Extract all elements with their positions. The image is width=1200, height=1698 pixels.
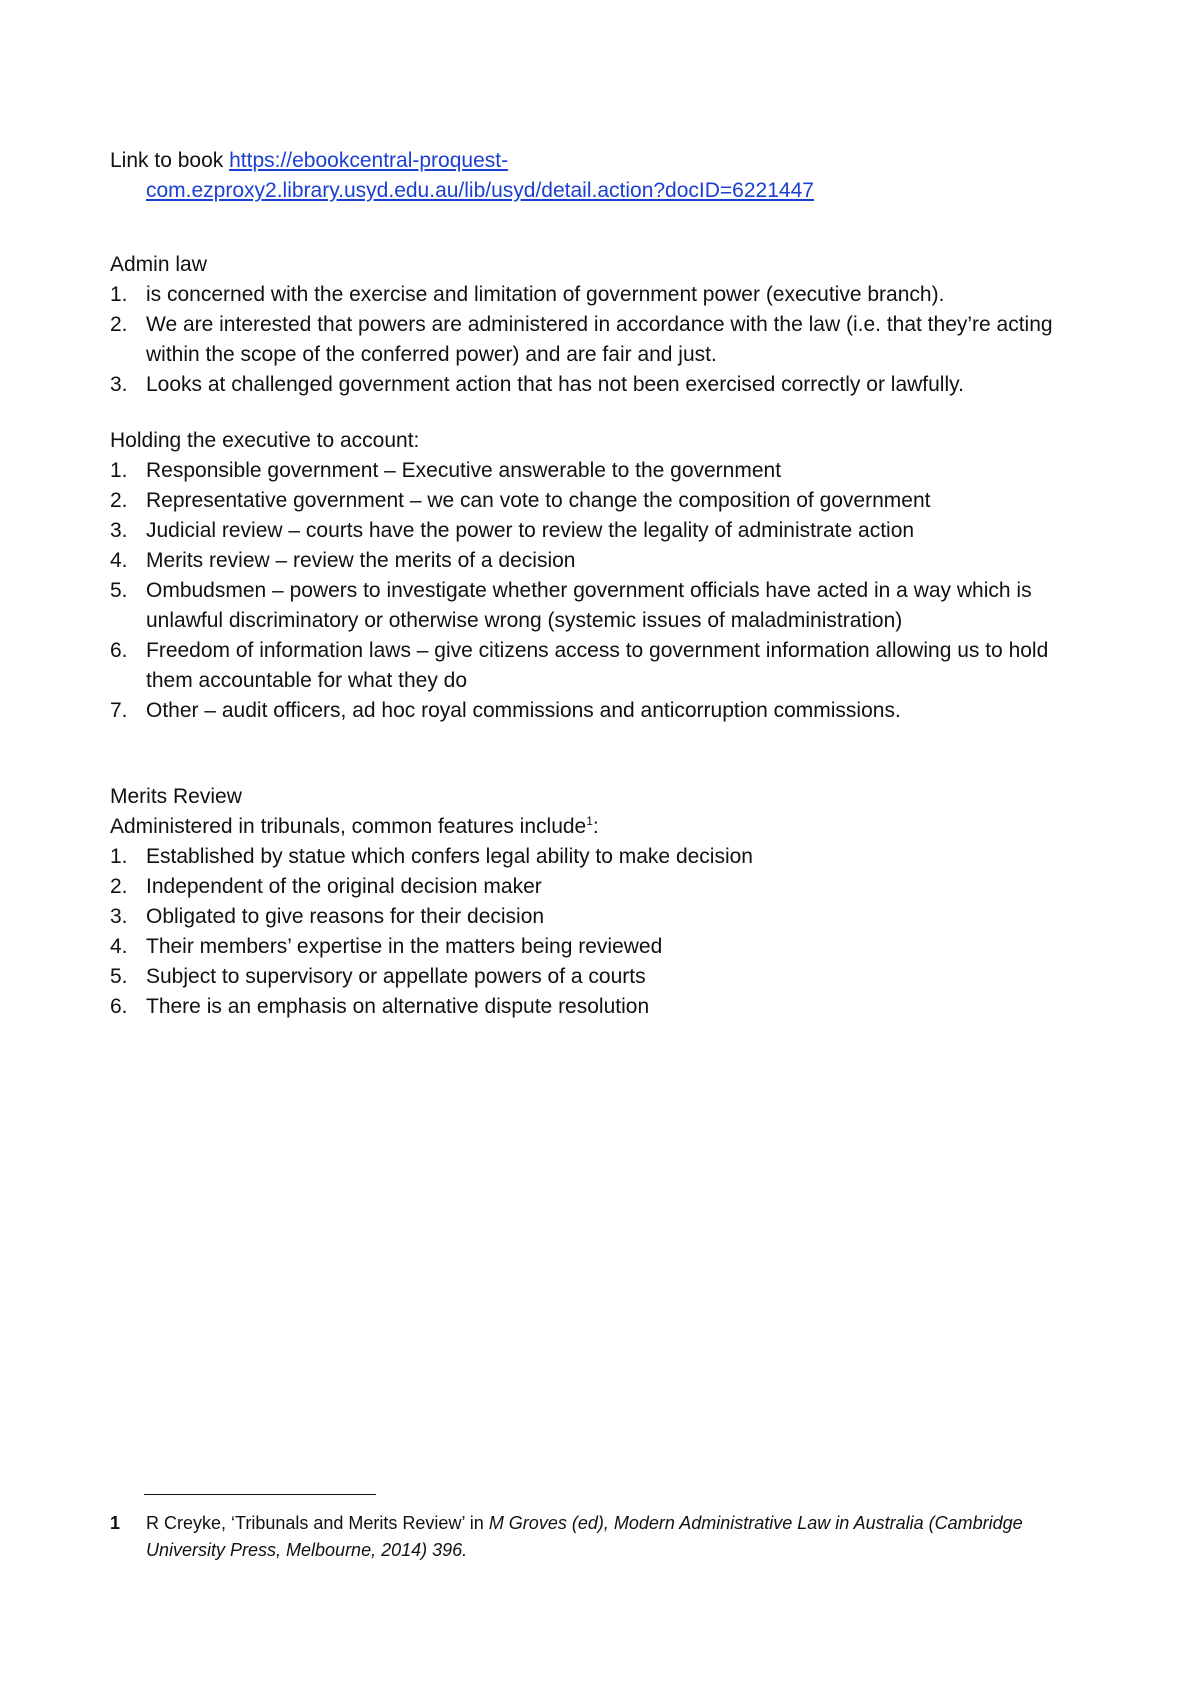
list-number: 2. bbox=[110, 875, 128, 898]
list-item bbox=[110, 486, 1090, 516]
list-item bbox=[110, 280, 1090, 310]
list-item bbox=[110, 636, 1090, 696]
list-item bbox=[110, 546, 1090, 576]
merits-intro-colon: : bbox=[592, 815, 599, 838]
list-number: 6. bbox=[110, 639, 128, 662]
document-body bbox=[110, 146, 1090, 1022]
list-item-text: Their members’ expertise in the matters being reviewed bbox=[146, 935, 663, 958]
holding-list bbox=[110, 456, 1090, 726]
list-item-text: Judicial review – courts have the power to review the legality of administrate action bbox=[146, 519, 915, 542]
list-item-text: Established by statue which confers legal ability to make decision bbox=[146, 845, 753, 868]
list-item bbox=[110, 696, 1090, 726]
list-item-text: Obligated to give reasons for their decision bbox=[146, 905, 545, 928]
list-item bbox=[110, 516, 1090, 546]
footnote-number: 1 bbox=[110, 1513, 121, 1533]
list-number: 6. bbox=[110, 995, 128, 1018]
merits-list bbox=[110, 842, 1090, 1022]
list-item bbox=[110, 992, 1090, 1022]
list-item bbox=[110, 842, 1090, 872]
admin-law-list bbox=[110, 280, 1090, 400]
list-item-text: Freedom of information laws – give citizens access to government information allowing us to hold them accountable for what they do bbox=[146, 639, 1049, 692]
list-item-text: Other – audit officers, ad hoc royal commissions and anticorruption commissions. bbox=[146, 699, 901, 722]
list-number: 1. bbox=[110, 845, 128, 868]
footnote-author: R Creyke, bbox=[146, 1513, 227, 1533]
list-number: 1. bbox=[110, 459, 128, 482]
list-item bbox=[110, 456, 1090, 486]
list-item-text: Subject to supervisory or appellate powers of a courts bbox=[146, 965, 646, 988]
list-number: 7. bbox=[110, 699, 128, 722]
book-url-part2[interactable]: com.ezproxy2.library.usyd.edu.au/lib/usyd/detail.action?docID=6221447 bbox=[146, 179, 814, 202]
footnote bbox=[110, 1510, 1090, 1564]
list-number: 4. bbox=[110, 549, 128, 572]
list-number: 3. bbox=[110, 905, 128, 928]
list-item-text: Representative government – we can vote to change the composition of government bbox=[146, 489, 931, 512]
list-number: 1. bbox=[110, 283, 128, 306]
merits-intro bbox=[110, 812, 1090, 842]
list-item bbox=[110, 310, 1090, 370]
book-url-part1[interactable]: https://ebookcentral-proquest- bbox=[229, 149, 509, 172]
list-item bbox=[110, 872, 1090, 902]
footnote-citation: M Groves (ed), Modern Administrative Law in Australia (Cambridge University Press, Melbourne, 2014) 396. bbox=[146, 1513, 1023, 1560]
list-item bbox=[110, 370, 1090, 400]
admin-law-heading: Admin law bbox=[110, 253, 207, 276]
list-item bbox=[110, 962, 1090, 992]
list-number: 2. bbox=[110, 489, 128, 512]
footnote-text bbox=[110, 1510, 1090, 1564]
list-number: 5. bbox=[110, 965, 128, 988]
list-number: 2. bbox=[110, 313, 128, 336]
book-link-label: Link to book bbox=[110, 149, 224, 172]
merits-intro-text: Administered in tribunals, common features include bbox=[110, 815, 587, 838]
list-item-text: Independent of the original decision maker bbox=[146, 875, 542, 898]
list-item-text: Looks at challenged government action that has not been exercised correctly or lawfully. bbox=[146, 373, 964, 396]
holding-heading: Holding the executive to account: bbox=[110, 429, 420, 452]
list-item-text: Merits review – review the merits of a decision bbox=[146, 549, 576, 572]
list-item-text: Responsible government – Executive answerable to the government bbox=[146, 459, 782, 482]
list-item-text: There is an emphasis on alternative dispute resolution bbox=[146, 995, 650, 1018]
list-item-text: We are interested that powers are administered in accordance with the law (i.e. that they’re acting within the scope of the conferred power) and are fair and just. bbox=[146, 313, 1053, 366]
list-item bbox=[110, 932, 1090, 962]
list-item-text: is concerned with the exercise and limitation of government power (executive branch). bbox=[146, 283, 945, 306]
footnote-reference[interactable]: 1 bbox=[586, 814, 593, 828]
list-item-text: Ombudsmen – powers to investigate whether government officials have acted in a way which is unlawful discriminatory or otherwise wrong (systemic issues of maladministration) bbox=[146, 579, 1032, 632]
list-number: 5. bbox=[110, 579, 128, 602]
list-number: 3. bbox=[110, 373, 128, 396]
footnote-separator bbox=[144, 1494, 376, 1495]
footnote-article: ‘Tribunals and Merits Review’ in bbox=[231, 1513, 484, 1533]
list-item bbox=[110, 902, 1090, 932]
book-url-link[interactable] bbox=[110, 149, 1090, 206]
list-number: 3. bbox=[110, 519, 128, 542]
book-link-paragraph bbox=[110, 146, 1090, 206]
merits-review-heading: Merits Review bbox=[110, 785, 242, 808]
list-item bbox=[110, 576, 1090, 636]
list-number: 4. bbox=[110, 935, 128, 958]
